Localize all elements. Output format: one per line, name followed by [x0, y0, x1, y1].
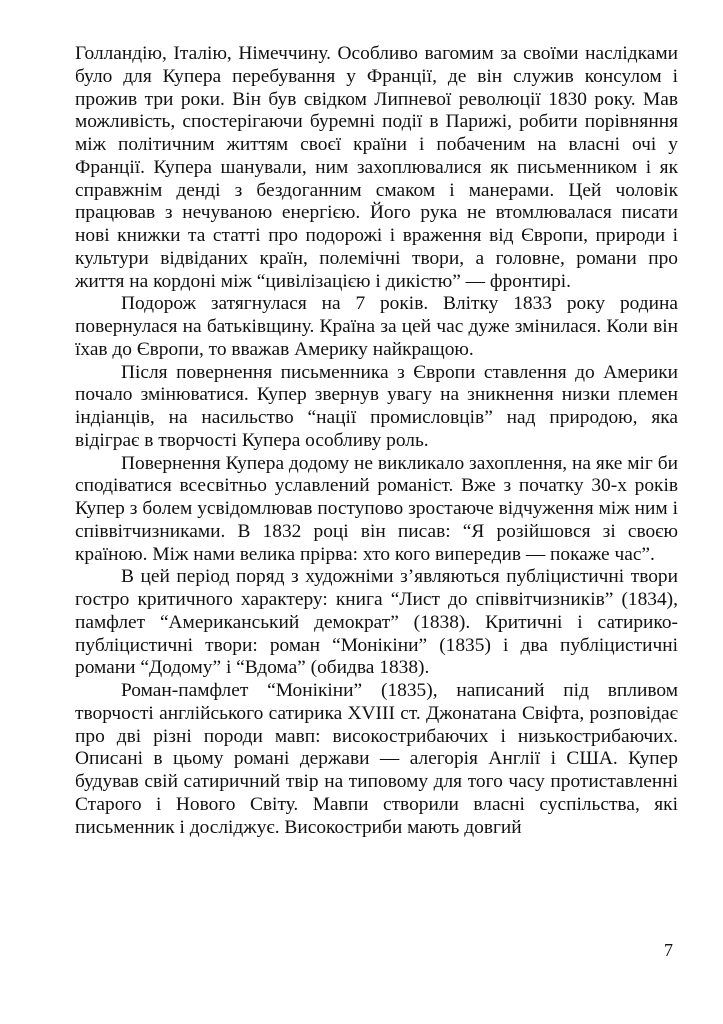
- paragraph: Після повернення письменника з Європи ставлення до Америки почало змінюватися. Купер звернув увагу на зникнення низки племен індіанців, на насильство “нації промисловців” над природою, яка відіграє в творчості Купера особливу роль.: [75, 361, 678, 451]
- page-body: [75, 43, 678, 839]
- paragraph: Роман-памфлет “Монікіни” (1835), написаний під впливом творчості англійського сатирика XVIII ст. Джонатана Свіфта, розповідає про дві різні породи мавп: високострибаючих і низькострибаючих. Описані в цьому романі держави — алегорія Англії і США. Купер будував свій сатиричний твір на типовому для того часу протиставленні Старого і Нового Світу. Мавпи створили власні суспільства, які письменник і досліджує. Високостриби мають довгий: [75, 680, 678, 838]
- page-number: 7: [664, 940, 673, 960]
- paragraph: Повернення Купера додому не викликало захоплення, на яке міг би сподіватися всесвітньо уславлений романіст. Вже з початку 30-х років Купер з болем усвідомлював поступово зростаюче відчуження між ним і співвітчизниками. В 1832 році він писав: “Я розійшовся зі своєю країною. Між нами велика прірва: хто кого випередив — покаже час”.: [75, 452, 678, 565]
- paragraph: Подорож затягнулася на 7 років. Влітку 1833 року родина повернулася на батьківщину. Країна за цей час дуже змінилася. Коли він їхав до Європи, то вважав Америку найкращою.: [75, 293, 678, 360]
- paragraph-continued: Голландію, Італію, Німеччину. Особливо вагомим за своїми наслідками було для Купера перебування у Франції, де він служив консулом і прожив три роки. Він був свідком Липневої революції 1830 року. Мав можливість, спостерігаючи буремні події в Парижі, робити порівняння між політичним життям своєї країни і побаченим на власні очі у Франції. Купера шанували, ним захоплювалися як письменником і як справжнім денді з бездоганним смаком і манерами. Цей чоловік працював з нечуваною енергією. Його рука не втомлювалася писати нові книжки та статті про подорожі і враження від Європи, природи і культури відвіданих країн, полемічні твори, а головне, романи про життя на кордоні між “цивілізацією і дикістю” — фронтирі.: [75, 43, 678, 292]
- paragraph: В цей період поряд з художніми з’являються публіцистичні твори гостро критичного характеру: книга “Лист до співвітчизників” (1834), памфлет “Американський демократ” (1838). Критичні і сатирико-публіцистичні твори: роман “Монікіни” (1835) і два публіцистичні романи “Додому” і “Вдома” (обидва 1838).: [75, 566, 678, 679]
